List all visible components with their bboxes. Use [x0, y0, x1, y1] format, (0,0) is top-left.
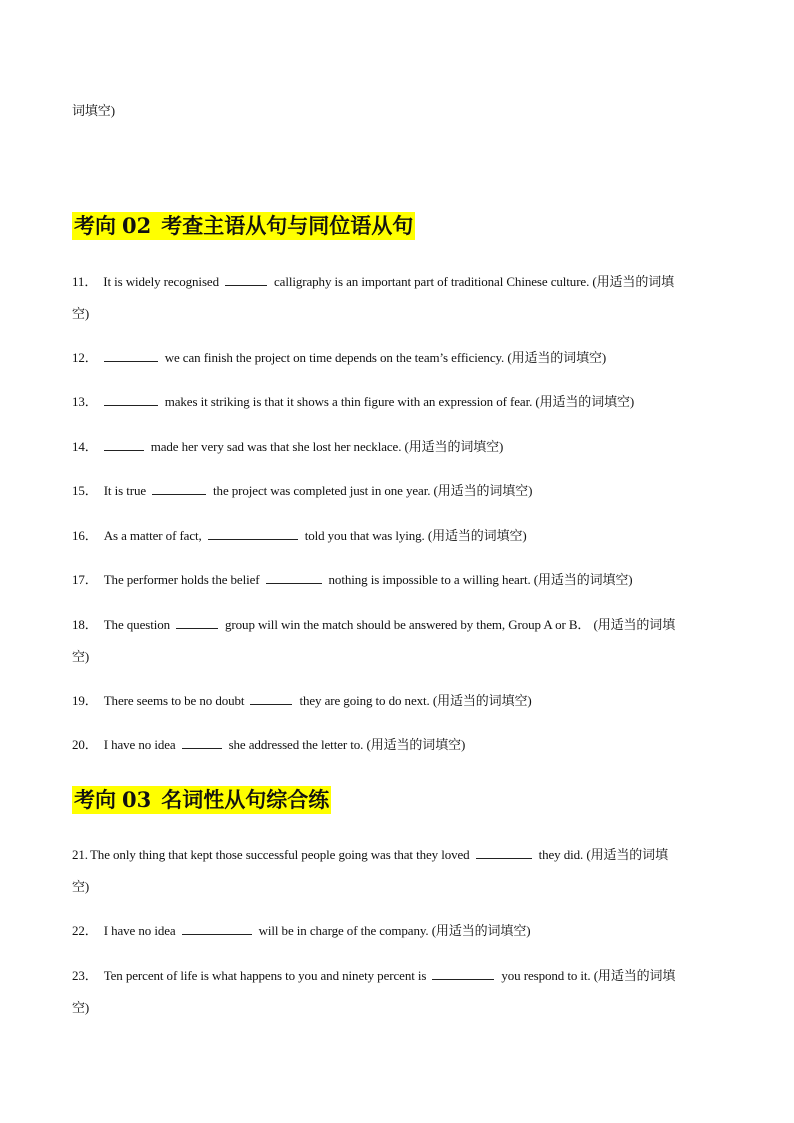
question-text-before: Ten percent of life is what happens to you and ninety percent is — [103, 968, 427, 983]
question-text-after: they are going to do next. (用适当的词填空) — [299, 693, 532, 708]
answer-blank[interactable] — [176, 616, 218, 629]
question-text-after: calligraphy is an important part of traditional Chinese culture. (用适当的词填 — [273, 274, 675, 289]
question-number: 16． — [72, 528, 98, 543]
question-number: 21. — [72, 847, 88, 862]
question-number: 20． — [72, 737, 98, 752]
question-text-after: the project was completed just in one year. (用适当的词填空) — [213, 483, 533, 498]
section-prefix: 考向 — [74, 213, 116, 238]
section-title: 考查主语从句与同位语从句 — [161, 213, 414, 238]
question-number: 18． — [72, 617, 98, 632]
answer-blank[interactable] — [152, 482, 206, 495]
question-number: 22． — [72, 923, 98, 938]
question-text-after: group will win the match should be answered by them, Group A or B． (用适当的词填 — [225, 617, 676, 632]
question-12 — [72, 349, 724, 367]
question-13 — [72, 393, 724, 411]
question-text-after: we can finish the project on time depends on the team’s efficiency. (用适当的词填空) — [164, 350, 607, 365]
answer-blank[interactable] — [476, 846, 532, 859]
question-18-continuation: 空) — [72, 649, 90, 664]
question-text-before: It is true — [103, 483, 147, 498]
question-text-before: There seems to be no doubt — [103, 693, 245, 708]
top-fragment: 词填空) — [72, 103, 115, 118]
question-20 — [72, 736, 724, 754]
question-text-after: she addressed the letter to. (用适当的词填空) — [228, 737, 466, 752]
question-17 — [72, 571, 724, 589]
question-number: 12． — [72, 350, 98, 365]
answer-blank[interactable] — [182, 922, 252, 935]
question-text-after: nothing is impossible to a willing heart. (用适当的词填空) — [328, 572, 633, 587]
question-11 — [72, 273, 724, 291]
question-number: 13． — [72, 394, 98, 409]
section-title: 名词性从句综合练 — [161, 787, 330, 812]
question-15 — [72, 482, 724, 500]
question-21 — [72, 846, 724, 864]
question-11-continuation: 空) — [72, 306, 90, 321]
question-text-before: It is widely recognised — [103, 274, 219, 289]
question-number: 15． — [72, 483, 98, 498]
question-23-continuation: 空) — [72, 1000, 90, 1015]
answer-blank[interactable] — [104, 349, 158, 362]
question-number: 11． — [72, 274, 98, 289]
section-code: 03 — [122, 787, 152, 812]
question-text-before: The question — [103, 617, 171, 632]
answer-blank[interactable] — [182, 736, 222, 749]
question-text-before: As a matter of fact, — [103, 528, 202, 543]
question-text-after: told you that was lying. (用适当的词填空) — [304, 528, 527, 543]
section-code: 02 — [122, 213, 152, 238]
question-19 — [72, 692, 724, 710]
answer-blank[interactable] — [266, 571, 322, 584]
question-18 — [72, 616, 724, 634]
answer-blank[interactable] — [250, 692, 292, 705]
question-text-before: The performer holds the belief — [103, 572, 260, 587]
question-text-after: made her very sad was that she lost her necklace. (用适当的词填空) — [150, 439, 504, 454]
question-text-before: The only thing that kept those successful people going was that they loved — [89, 847, 470, 862]
question-21-continuation: 空) — [72, 879, 90, 894]
section-heading-03 — [72, 786, 331, 814]
question-22 — [72, 922, 724, 940]
section-prefix: 考向 — [74, 787, 116, 812]
question-number: 14． — [72, 439, 98, 454]
question-text-after: you respond to it. (用适当的词填 — [501, 968, 676, 983]
question-text-before: I have no idea — [103, 923, 176, 938]
question-number: 17． — [72, 572, 98, 587]
question-16 — [72, 527, 724, 545]
question-23 — [72, 967, 724, 985]
answer-blank[interactable] — [225, 273, 267, 286]
answer-blank[interactable] — [104, 393, 158, 406]
question-14 — [72, 438, 724, 456]
answer-blank[interactable] — [208, 527, 298, 540]
question-number: 19． — [72, 693, 98, 708]
answer-blank[interactable] — [104, 438, 144, 451]
question-number: 23． — [72, 968, 98, 983]
section-heading-02 — [72, 212, 415, 240]
answer-blank[interactable] — [432, 967, 494, 980]
question-text-after: they did. (用适当的词填 — [538, 847, 668, 862]
question-text-after: will be in charge of the company. (用适当的词填空) — [258, 923, 531, 938]
question-text-after: makes it striking is that it shows a thin figure with an expression of fear. (用适当的词填空) — [164, 394, 635, 409]
question-text-before: I have no idea — [103, 737, 176, 752]
